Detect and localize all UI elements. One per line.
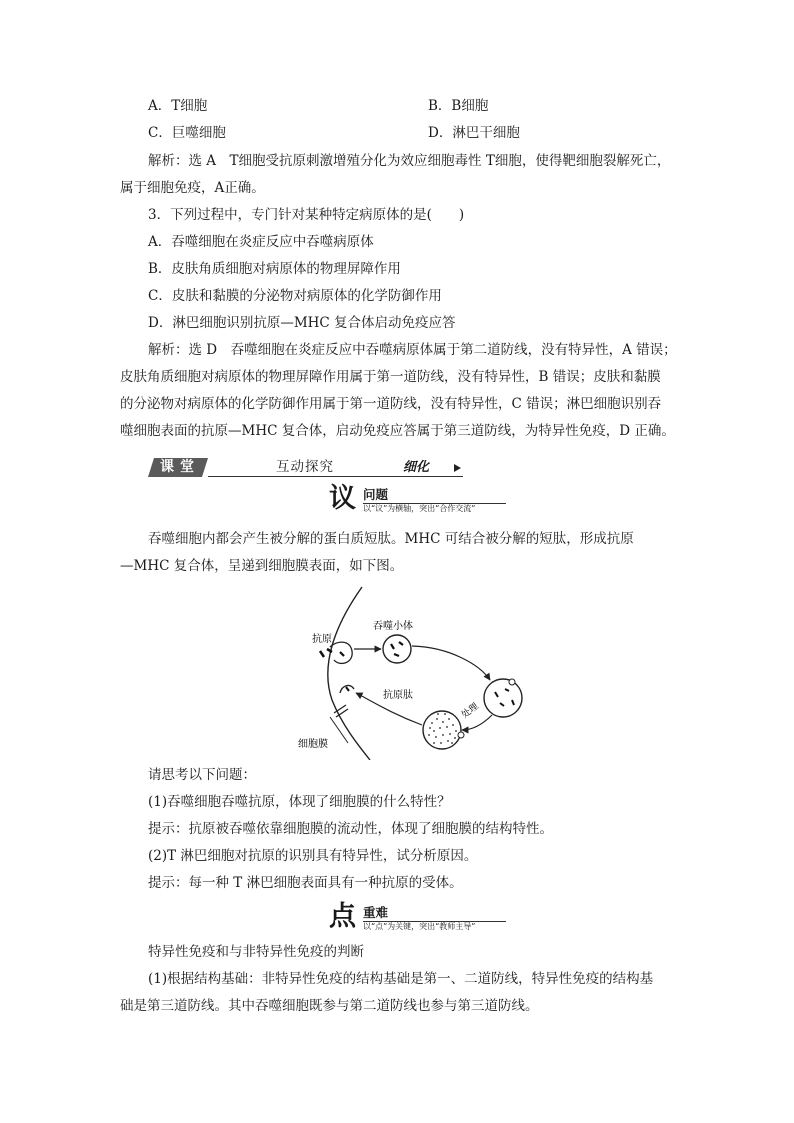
cell-membrane-curve [328,587,370,760]
q3-analysis-line-2: 皮肤角质细胞对病原体的物理屏障作用属于第一道防线，没有特异性，B 错误；皮肤和黏膜 [120,369,661,385]
option-c: C．巨噬细胞 [148,125,226,141]
option-b: B．B细胞 [428,98,489,114]
lysosome-vesicle [484,679,522,717]
q3-option-b: B．皮肤角质细胞对病原体的物理屏障作用 [148,261,401,277]
banner-tag: 课堂 [160,459,200,475]
banner-title: 互动探究 [276,459,334,475]
processed-vesicle [423,711,461,749]
option-a: A．T细胞 [148,98,208,114]
label-antigen: 抗原 [312,634,332,645]
keypoint-title: 重难 [363,905,389,920]
q2-analysis-line-1: 解析：选 A T细胞受抗原刺激增殖分化为效应细胞毒性 T细胞，使得靶细胞裂解死亡， [148,153,671,169]
keypoint-glyph: 点 [329,901,356,932]
judge-title: 特异性免疫和与非特异性免疫的判断 [148,944,364,960]
questions-lead: 请思考以下问题： [148,767,256,783]
judge-line-1: (1)根据结构基础：非特异性免疫的结构基础是第一、二道防线，特异性免疫的结构基 [148,971,654,987]
banner-arrow-icon [454,464,461,472]
question-1: (1)吞噬细胞吞噬抗原，体现了细胞膜的什么特性？ [148,794,451,810]
banner-underline [208,476,463,477]
answer-2: 提示：每一种 T 淋巴细胞表面具有一种抗原的受体。 [148,875,463,891]
label-phagosome: 吞噬小体 [373,621,413,632]
option-d: D．淋巴干细胞 [428,125,520,141]
question-2: (2)T 淋巴细胞对抗原的识别具有特异性，试分析原因。 [148,848,478,864]
q3-option-c: C．皮肤和黏膜的分泌物对病原体的化学防御作用 [148,288,442,304]
keypoint-header [329,902,509,934]
q3-analysis-line-3: 的分泌物对病原体的化学防御作用属于第一道防线，没有特异性，C 错误；淋巴细胞识别吞 [120,396,662,412]
banner-right-label: 细化 [403,460,430,475]
antigen-mark [320,651,324,657]
q3-option-a: A．吞噬细胞在炎症反应中吞噬病原体 [148,234,374,250]
phagosome-circle [383,635,411,663]
discuss-header [329,484,509,516]
q2-analysis-line-2: 属于细胞免疫，A正确。 [120,180,265,196]
antigen-mark [340,652,344,656]
intro-line-2: —MHC 复合体，呈递到细胞膜表面，如下图。 [120,558,404,574]
discuss-glyph: 议 [329,483,356,514]
q3-option-d: D．淋巴细胞识别抗原—MHC 复合体启动免疫应答 [148,315,456,331]
discuss-title: 问题 [363,487,389,502]
q3-stem: 3．下列过程中，专门针对某种特定病原体的是( ) [148,207,465,223]
intro-line-1: 吞噬细胞内都会产生被分解的蛋白质短肽。MHC 可结合被分解的短肽，形成抗原 [148,531,634,547]
label-process: 处理 [460,701,481,721]
section-banner [148,458,463,477]
judge-line-2: 础是第三道防线。其中吞噬细胞既参与第二道防线也参与第三道防线。 [120,998,539,1014]
label-membrane: 细胞膜 [298,739,328,750]
label-peptide: 抗原肽 [383,690,413,701]
answer-1: 提示：抗原被吞噬依靠细胞膜的流动性，体现了细胞膜的结构特性。 [148,821,553,837]
q3-analysis-line-4: 噬细胞表面的抗原—MHC 复合体，启动免疫应答属于第三道防线，为特异性免疫，D 正确。 [120,423,675,439]
antigen-presentation-diagram [290,585,540,760]
q3-analysis-line-1: 解析：选 D 吞噬细胞在炎症反应中吞噬病原体属于第二道防线，没有特异性，A 错误； [148,342,677,358]
keypoint-caption: 以“点”为关键，突出“教师主导” [363,922,476,931]
discuss-caption: 以“议”为横轴，突出“合作交流” [363,504,476,513]
